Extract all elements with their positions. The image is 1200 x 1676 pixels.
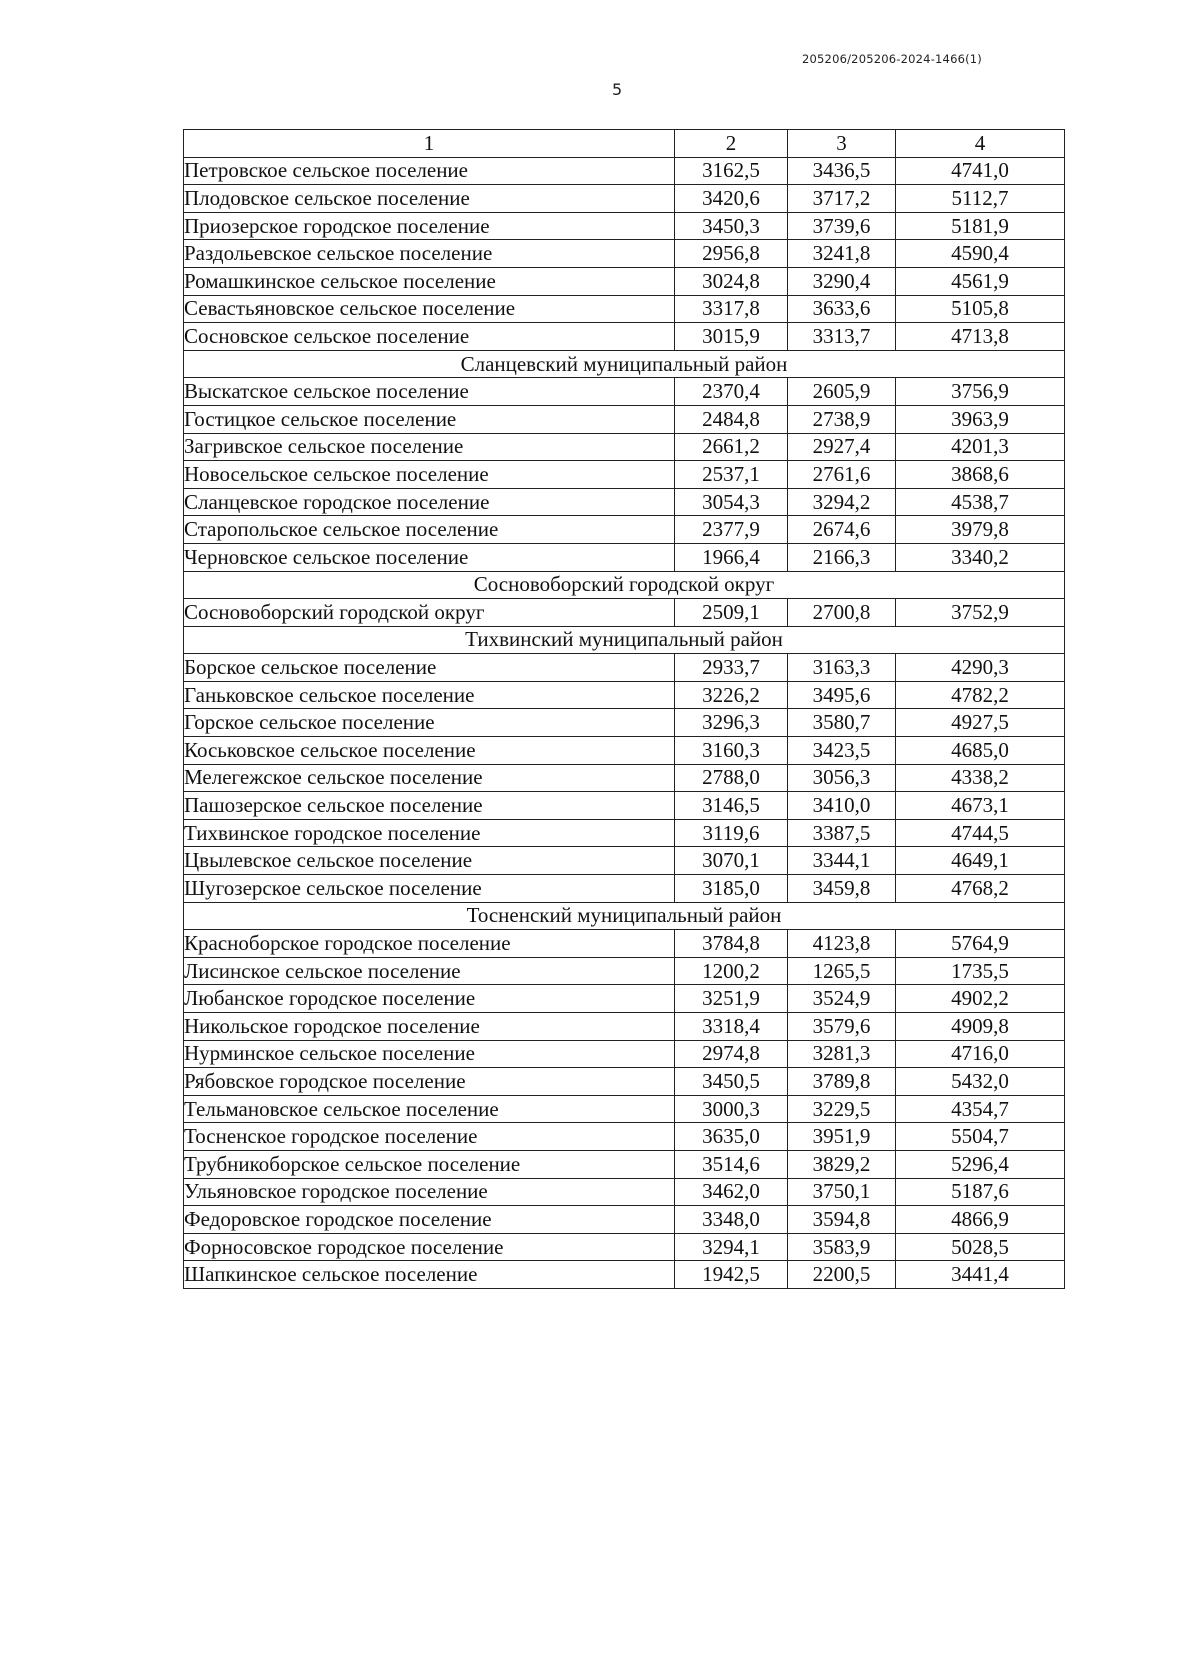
value-col3-cell: 3951,9 [788, 1123, 896, 1151]
value-col3-cell: 3294,2 [788, 488, 896, 516]
data-table [183, 129, 1065, 1289]
value-col2-cell: 3162,5 [675, 157, 788, 185]
settlement-name-cell: Тельмановское сельское поселение [184, 1095, 675, 1123]
column-header-3: 3 [788, 130, 896, 158]
value-col4-cell: 5432,0 [896, 1068, 1065, 1096]
table-row [184, 1150, 1065, 1178]
value-col4-cell: 5028,5 [896, 1233, 1065, 1261]
value-col3-cell: 3241,8 [788, 240, 896, 268]
settlement-name-cell: Ромашкинское сельское поселение [184, 267, 675, 295]
value-col4-cell: 4909,8 [896, 1013, 1065, 1041]
table-row [184, 709, 1065, 737]
settlement-name-cell: Ульяновское городское поселение [184, 1178, 675, 1206]
value-col4-cell: 4649,1 [896, 847, 1065, 875]
value-col4-cell: 5112,7 [896, 185, 1065, 213]
value-col4-cell: 3963,9 [896, 405, 1065, 433]
section-header-row [184, 571, 1065, 599]
value-col2-cell: 2788,0 [675, 764, 788, 792]
settlement-name-cell: Трубникоборское сельское поселение [184, 1150, 675, 1178]
settlement-name-cell: Нурминское сельское поселение [184, 1040, 675, 1068]
value-col3-cell: 3495,6 [788, 681, 896, 709]
settlement-name-cell: Тосненское городское поселение [184, 1123, 675, 1151]
settlement-name-cell: Шапкинское сельское поселение [184, 1261, 675, 1289]
value-col2-cell: 1200,2 [675, 957, 788, 985]
value-col4-cell: 4354,7 [896, 1095, 1065, 1123]
settlement-name-cell: Сосновоборский городской округ [184, 599, 675, 627]
settlement-name-cell: Рябовское городское поселение [184, 1068, 675, 1096]
table-row [184, 1068, 1065, 1096]
value-col2-cell: 3185,0 [675, 875, 788, 903]
value-col2-cell: 3420,6 [675, 185, 788, 213]
value-col3-cell: 3281,3 [788, 1040, 896, 1068]
table-row [184, 323, 1065, 351]
value-col2-cell: 2537,1 [675, 461, 788, 489]
value-col3-cell: 3750,1 [788, 1178, 896, 1206]
value-col4-cell: 4290,3 [896, 654, 1065, 682]
settlement-name-cell: Шугозерское сельское поселение [184, 875, 675, 903]
value-col3-cell: 3436,5 [788, 157, 896, 185]
value-col4-cell: 4685,0 [896, 737, 1065, 765]
value-col4-cell: 4716,0 [896, 1040, 1065, 1068]
column-header-1: 1 [184, 130, 675, 158]
value-col3-cell: 3313,7 [788, 323, 896, 351]
column-header-4: 4 [896, 130, 1065, 158]
value-col4-cell: 1735,5 [896, 957, 1065, 985]
value-col2-cell: 2661,2 [675, 433, 788, 461]
document-id: 205206/205206-2024-1466(1) [802, 52, 982, 66]
value-col3-cell: 3717,2 [788, 185, 896, 213]
settlement-name-cell: Пашозерское сельское поселение [184, 792, 675, 820]
table-row [184, 930, 1065, 958]
value-col3-cell: 3163,3 [788, 654, 896, 682]
value-col4-cell: 4768,2 [896, 875, 1065, 903]
value-col3-cell: 3387,5 [788, 819, 896, 847]
value-col2-cell: 2956,8 [675, 240, 788, 268]
value-col2-cell: 3119,6 [675, 819, 788, 847]
table-row [184, 405, 1065, 433]
value-col3-cell: 3789,8 [788, 1068, 896, 1096]
table-row [184, 1013, 1065, 1041]
value-col4-cell: 3756,9 [896, 378, 1065, 406]
value-col2-cell: 3317,8 [675, 295, 788, 323]
settlement-name-cell: Любанское городское поселение [184, 985, 675, 1013]
settlement-name-cell: Сосновское сельское поселение [184, 323, 675, 351]
settlement-name-cell: Черновское сельское поселение [184, 543, 675, 571]
table-row [184, 1233, 1065, 1261]
value-col2-cell: 3450,5 [675, 1068, 788, 1096]
value-col3-cell: 3829,2 [788, 1150, 896, 1178]
value-col2-cell: 2484,8 [675, 405, 788, 433]
value-col2-cell: 2377,9 [675, 516, 788, 544]
table-row [184, 985, 1065, 1013]
value-col2-cell: 2933,7 [675, 654, 788, 682]
value-col4-cell: 4902,2 [896, 985, 1065, 1013]
settlement-name-cell: Мелегежское сельское поселение [184, 764, 675, 792]
table-row [184, 543, 1065, 571]
settlement-name-cell: Раздольевское сельское поселение [184, 240, 675, 268]
value-col2-cell: 2509,1 [675, 599, 788, 627]
section-title: Тихвинский муниципальный район [184, 626, 1065, 654]
table-row [184, 461, 1065, 489]
value-col3-cell: 3633,6 [788, 295, 896, 323]
value-col3-cell: 3423,5 [788, 737, 896, 765]
table-row [184, 1095, 1065, 1123]
value-col3-cell: 3344,1 [788, 847, 896, 875]
value-col4-cell: 4338,2 [896, 764, 1065, 792]
value-col4-cell: 4201,3 [896, 433, 1065, 461]
table-row [184, 599, 1065, 627]
settlement-name-cell: Севастьяновское сельское поселение [184, 295, 675, 323]
table-row [184, 1261, 1065, 1289]
settlement-name-cell: Загривское сельское поселение [184, 433, 675, 461]
table-row [184, 737, 1065, 765]
settlement-name-cell: Форносовское городское поселение [184, 1233, 675, 1261]
value-col2-cell: 3348,0 [675, 1206, 788, 1234]
value-col3-cell: 2927,4 [788, 433, 896, 461]
value-col4-cell: 5504,7 [896, 1123, 1065, 1151]
settlement-name-cell: Горское сельское поселение [184, 709, 675, 737]
table-row [184, 212, 1065, 240]
table-row [184, 1206, 1065, 1234]
value-col2-cell: 3294,1 [675, 1233, 788, 1261]
table-row [184, 764, 1065, 792]
value-col3-cell: 1265,5 [788, 957, 896, 985]
section-title: Сосновоборский городской округ [184, 571, 1065, 599]
value-col2-cell: 3450,3 [675, 212, 788, 240]
table-row [184, 1040, 1065, 1068]
value-col3-cell: 3579,6 [788, 1013, 896, 1041]
value-col4-cell: 3340,2 [896, 543, 1065, 571]
value-col2-cell: 3000,3 [675, 1095, 788, 1123]
page-number: 5 [612, 80, 623, 99]
table-row [184, 875, 1065, 903]
table-row [184, 185, 1065, 213]
table-row [184, 516, 1065, 544]
table-row [184, 240, 1065, 268]
settlement-name-cell: Цвылевское сельское поселение [184, 847, 675, 875]
value-col4-cell: 4782,2 [896, 681, 1065, 709]
table-body [184, 130, 1065, 1289]
settlement-name-cell: Новосельское сельское поселение [184, 461, 675, 489]
table-row [184, 1123, 1065, 1151]
settlement-name-cell: Никольское городское поселение [184, 1013, 675, 1041]
table-row [184, 681, 1065, 709]
value-col4-cell: 3868,6 [896, 461, 1065, 489]
value-col3-cell: 3739,6 [788, 212, 896, 240]
value-col3-cell: 3524,9 [788, 985, 896, 1013]
value-col4-cell: 3979,8 [896, 516, 1065, 544]
value-col2-cell: 3070,1 [675, 847, 788, 875]
table-row [184, 957, 1065, 985]
value-col4-cell: 4866,9 [896, 1206, 1065, 1234]
value-col2-cell: 1942,5 [675, 1261, 788, 1289]
value-col4-cell: 5181,9 [896, 212, 1065, 240]
value-col2-cell: 3024,8 [675, 267, 788, 295]
value-col2-cell: 3226,2 [675, 681, 788, 709]
value-col4-cell: 4744,5 [896, 819, 1065, 847]
value-col3-cell: 2700,8 [788, 599, 896, 627]
section-header-row [184, 626, 1065, 654]
value-col2-cell: 3146,5 [675, 792, 788, 820]
settlement-name-cell: Ганьковское сельское поселение [184, 681, 675, 709]
value-col2-cell: 2974,8 [675, 1040, 788, 1068]
settlement-name-cell: Плодовское сельское поселение [184, 185, 675, 213]
value-col3-cell: 3580,7 [788, 709, 896, 737]
value-col3-cell: 3056,3 [788, 764, 896, 792]
value-col2-cell: 3251,9 [675, 985, 788, 1013]
settlement-name-cell: Старопольское сельское поселение [184, 516, 675, 544]
settlement-name-cell: Лисинское сельское поселение [184, 957, 675, 985]
settlement-name-cell: Приозерское городское поселение [184, 212, 675, 240]
value-col2-cell: 3054,3 [675, 488, 788, 516]
value-col3-cell: 2761,6 [788, 461, 896, 489]
value-col2-cell: 3015,9 [675, 323, 788, 351]
settlement-name-cell: Сланцевское городское поселение [184, 488, 675, 516]
value-col4-cell: 4741,0 [896, 157, 1065, 185]
value-col4-cell: 4561,9 [896, 267, 1065, 295]
table-row [184, 792, 1065, 820]
value-col3-cell: 2605,9 [788, 378, 896, 406]
value-col2-cell: 3635,0 [675, 1123, 788, 1151]
value-col4-cell: 4927,5 [896, 709, 1065, 737]
table-row [184, 267, 1065, 295]
value-col3-cell: 4123,8 [788, 930, 896, 958]
column-header-2: 2 [675, 130, 788, 158]
settlement-name-cell: Федоровское городское поселение [184, 1206, 675, 1234]
value-col4-cell: 4538,7 [896, 488, 1065, 516]
table-header-row [184, 130, 1065, 158]
settlement-name-cell: Гостицкое сельское поселение [184, 405, 675, 433]
value-col2-cell: 3514,6 [675, 1150, 788, 1178]
table-row [184, 654, 1065, 682]
settlement-name-cell: Тихвинское городское поселение [184, 819, 675, 847]
value-col3-cell: 3229,5 [788, 1095, 896, 1123]
value-col3-cell: 2200,5 [788, 1261, 896, 1289]
value-col4-cell: 5105,8 [896, 295, 1065, 323]
settlement-name-cell: Выскатское сельское поселение [184, 378, 675, 406]
value-col3-cell: 2674,6 [788, 516, 896, 544]
value-col4-cell: 4713,8 [896, 323, 1065, 351]
value-col2-cell: 3318,4 [675, 1013, 788, 1041]
section-header-row [184, 902, 1065, 930]
value-col2-cell: 2370,4 [675, 378, 788, 406]
table-row [184, 488, 1065, 516]
value-col3-cell: 3410,0 [788, 792, 896, 820]
table-row [184, 378, 1065, 406]
table-row [184, 1178, 1065, 1206]
value-col3-cell: 2166,3 [788, 543, 896, 571]
value-col3-cell: 3290,4 [788, 267, 896, 295]
value-col4-cell: 5296,4 [896, 1150, 1065, 1178]
value-col4-cell: 4590,4 [896, 240, 1065, 268]
value-col3-cell: 3459,8 [788, 875, 896, 903]
section-title: Тосненский муниципальный район [184, 902, 1065, 930]
settlement-name-cell: Коськовское сельское поселение [184, 737, 675, 765]
value-col4-cell: 3752,9 [896, 599, 1065, 627]
settlement-name-cell: Борское сельское поселение [184, 654, 675, 682]
table-row [184, 847, 1065, 875]
table-row [184, 295, 1065, 323]
table-row [184, 433, 1065, 461]
value-col3-cell: 3594,8 [788, 1206, 896, 1234]
value-col3-cell: 3583,9 [788, 1233, 896, 1261]
value-col2-cell: 3784,8 [675, 930, 788, 958]
settlement-name-cell: Петровское сельское поселение [184, 157, 675, 185]
value-col4-cell: 5764,9 [896, 930, 1065, 958]
table-row [184, 819, 1065, 847]
value-col2-cell: 3462,0 [675, 1178, 788, 1206]
section-header-row [184, 350, 1065, 378]
section-title: Сланцевский муниципальный район [184, 350, 1065, 378]
value-col2-cell: 3160,3 [675, 737, 788, 765]
value-col4-cell: 3441,4 [896, 1261, 1065, 1289]
value-col2-cell: 3296,3 [675, 709, 788, 737]
table-row [184, 157, 1065, 185]
value-col3-cell: 2738,9 [788, 405, 896, 433]
value-col2-cell: 1966,4 [675, 543, 788, 571]
settlement-name-cell: Красноборское городское поселение [184, 930, 675, 958]
value-col4-cell: 4673,1 [896, 792, 1065, 820]
value-col4-cell: 5187,6 [896, 1178, 1065, 1206]
